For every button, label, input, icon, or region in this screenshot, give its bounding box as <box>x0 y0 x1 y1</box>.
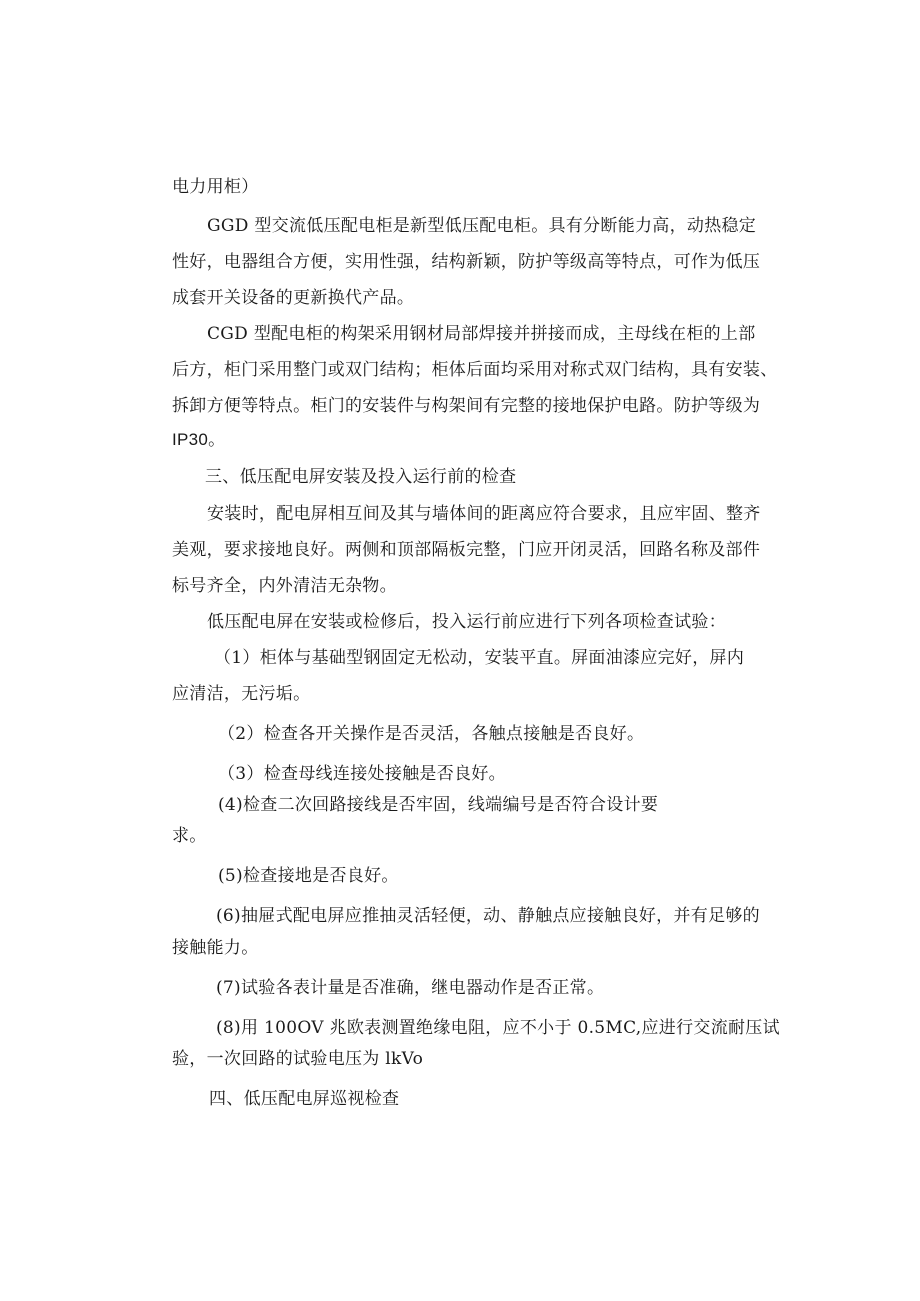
text-line: IP30。 <box>172 430 226 449</box>
section-heading: 四、低压配电屏巡视检查 <box>209 1089 400 1109</box>
list-item: (7)试验各表计量是否准确，继电器动作是否正常。 <box>216 978 605 998</box>
text-line: 应清洁，无污垢。 <box>172 684 311 704</box>
text-line: 美观，要求接地良好。两侧和顶部隔板完整，门应开闭灵活，回路名称及部件 <box>172 540 761 560</box>
list-item: (8)用 100OV 兆欧表测置绝缘电阻，应不小于 0.5MC,应进行交流耐压试 <box>216 1018 780 1038</box>
text-line: 拆卸方便等特点。柜门的安装件与构架间有完整的接地保护电路。防护等级为 <box>172 396 761 416</box>
text-line: 求。 <box>172 826 207 846</box>
list-item: （2）检查各开关操作是否灵活，各触点接触是否良好。 <box>218 724 645 744</box>
text-line: GGD 型交流低压配电柜是新型低压配电柜。具有分断能力高，动热稳定 <box>207 216 757 236</box>
text-line: 低压配电屏在安装或检修后，投入运行前应进行下列各项检查试验： <box>207 612 726 632</box>
text-line: 标号齐全，内外清洁无杂物。 <box>172 576 397 596</box>
list-item: (6)抽屉式配电屏应推抽灵活轻便，动、静触点应接触良好，并有足够的 <box>216 906 760 926</box>
text-line: 性好，电器组合方便，实用性强，结构新颖，防护等级高等特点，可作为低压 <box>172 252 761 272</box>
text-line: CGD 型配电柜的构架采用钢材局部焊接并拼接而成，主母线在柜的上部 <box>207 324 756 344</box>
list-item: (4)检查二次回路接线是否牢固，线端编号是否符合设计要 <box>218 795 659 815</box>
text-line: 接触能力。 <box>172 938 259 958</box>
text-line: 后方，柜门采用整门或双门结构；柜体后面均采用对称式双门结构，具有安装、 <box>172 360 778 380</box>
text-line: 成套开关设备的更新换代产品。 <box>172 288 415 308</box>
list-item: （1）柜体与基础型钢固定无松动，安装平直。屏面油漆应完好，屏内 <box>214 648 745 668</box>
text-line: 电力用柜） <box>172 177 259 197</box>
text-line: 安装时，配电屏相互间及其与墙体间的距离应符合要求，且应牢固、整齐 <box>207 504 761 524</box>
section-heading: 三、低压配电屏安装及投入运行前的检查 <box>205 467 517 487</box>
text-line: 验，一次回路的试验电压为 lkVo <box>172 1049 424 1069</box>
list-item: (5)检查接地是否良好。 <box>218 866 399 886</box>
list-item: （3）检查母线连接处接触是否良好。 <box>218 764 506 784</box>
